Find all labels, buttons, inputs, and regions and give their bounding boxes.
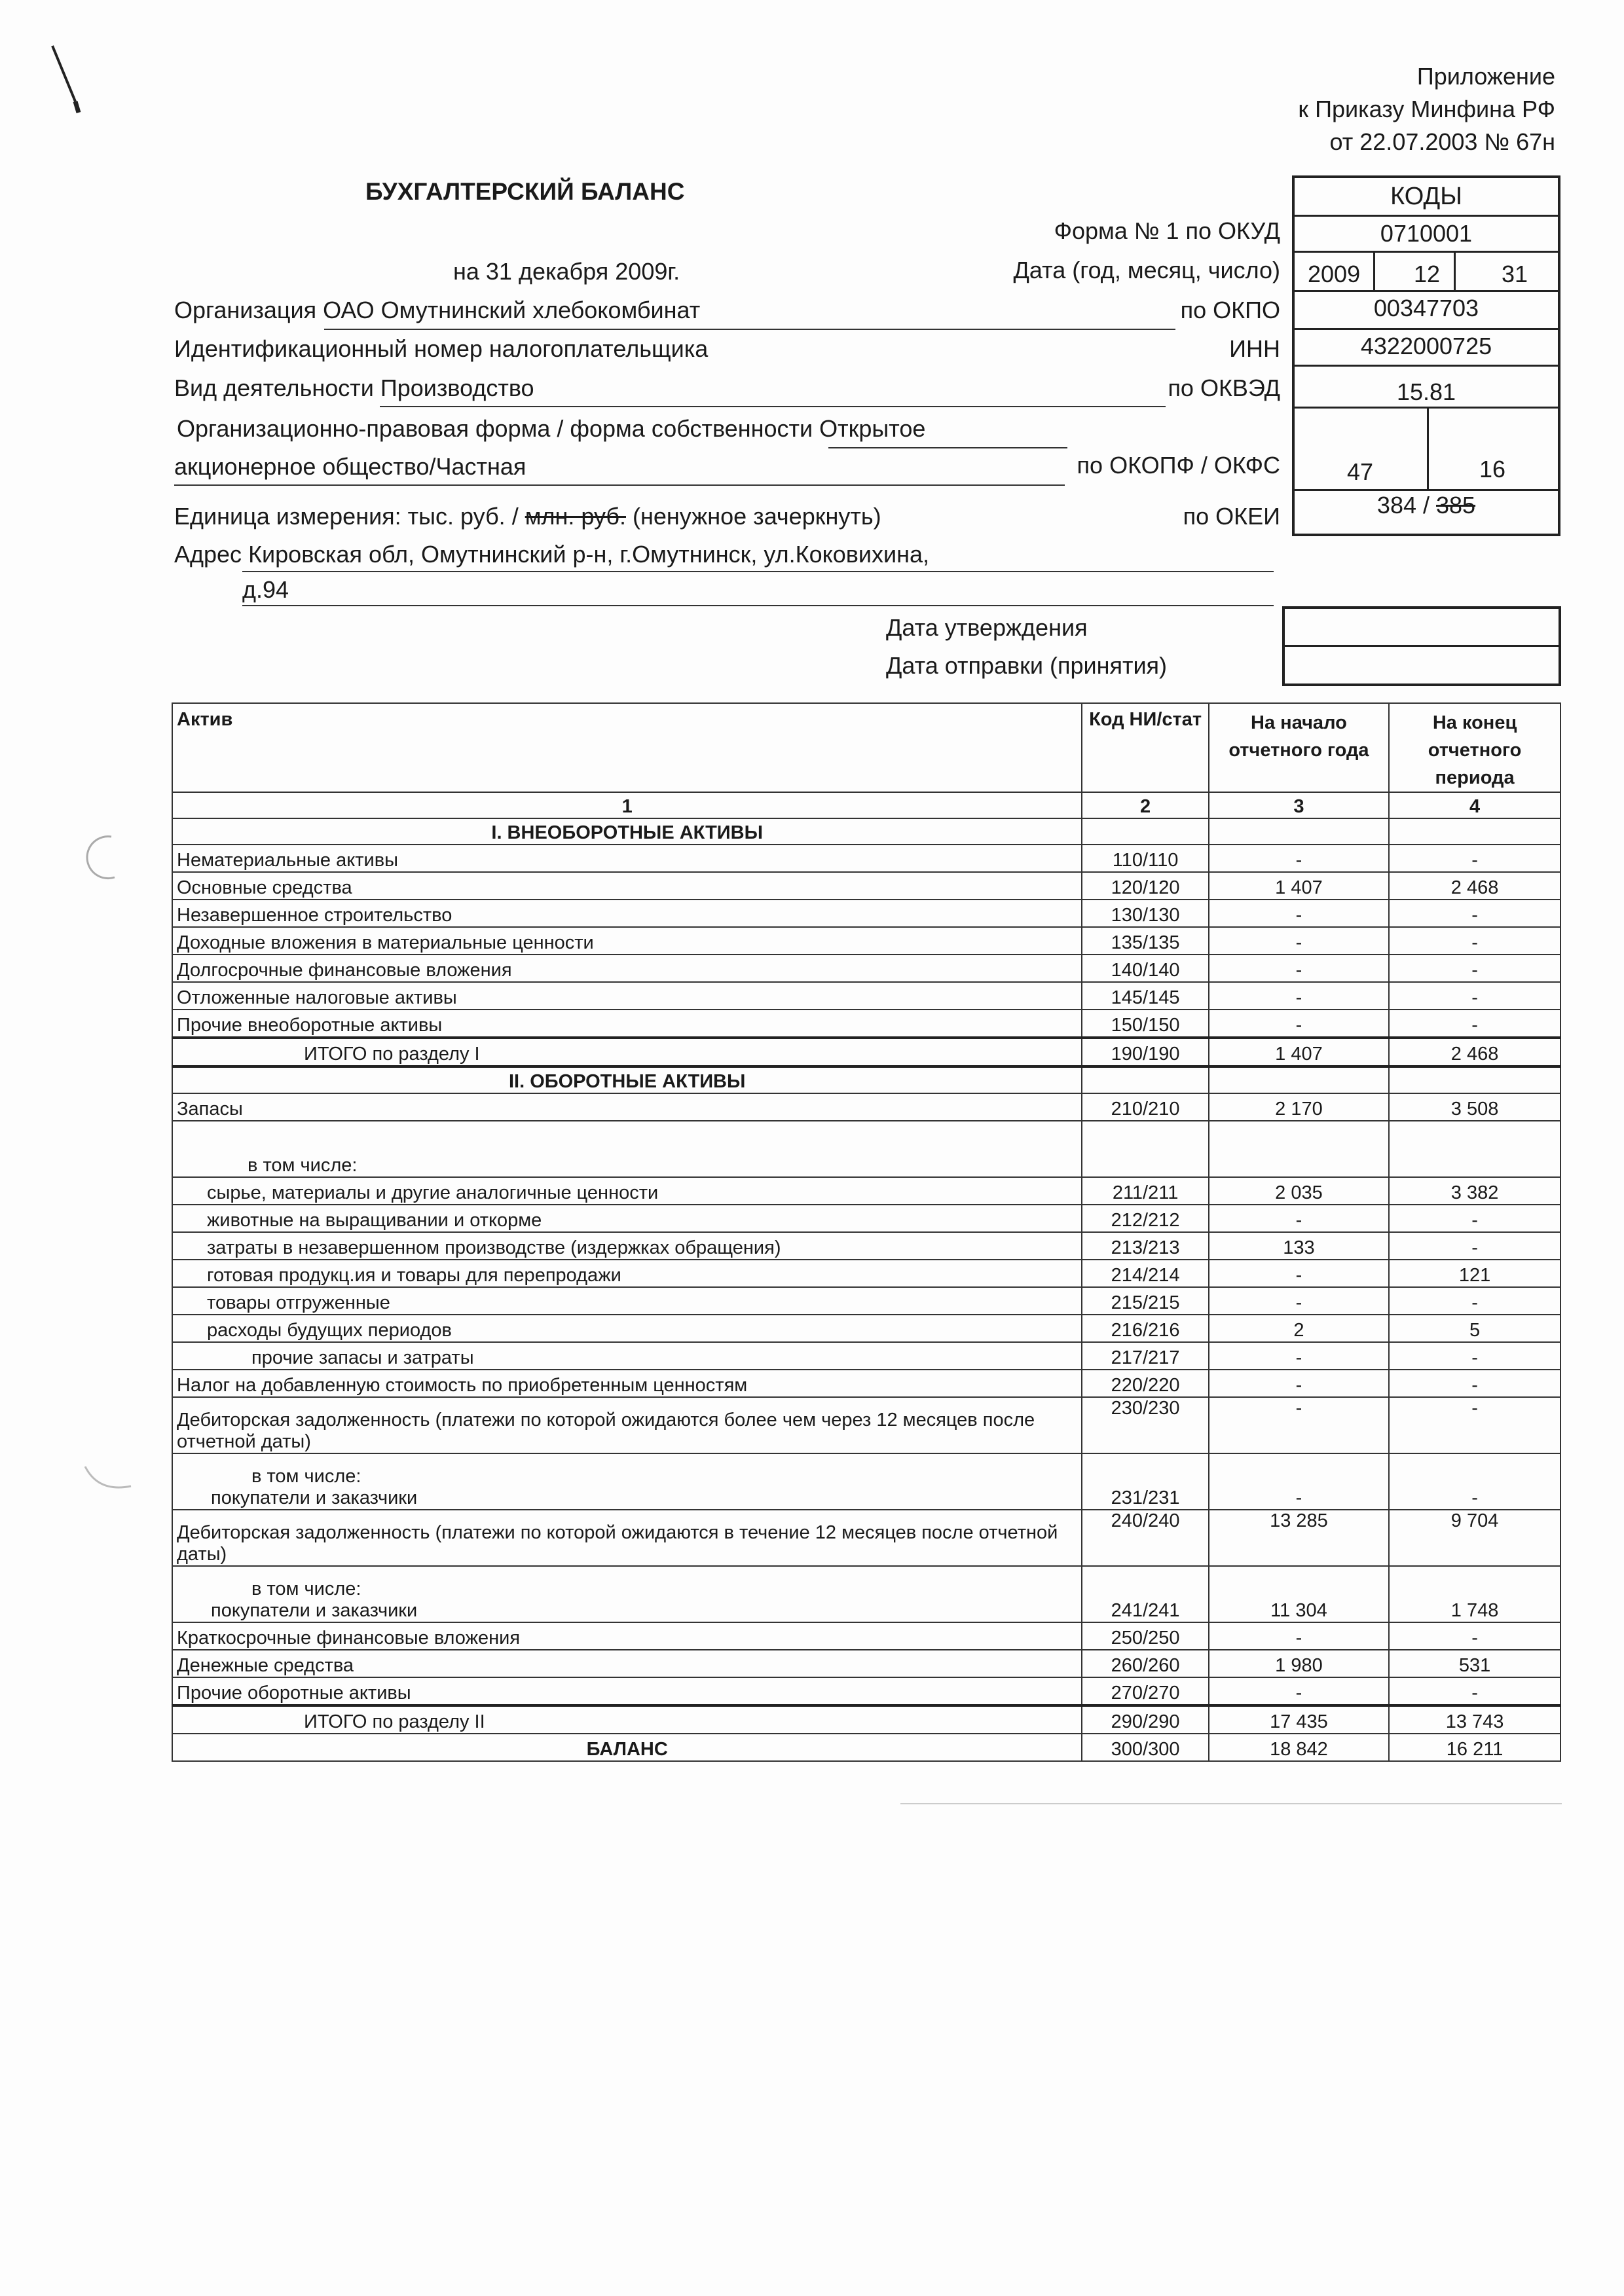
- date-label: Дата (год, месяц, число): [1013, 257, 1280, 283]
- row-start-value: -: [1209, 900, 1389, 927]
- form-value2: акционерное общество/Частная: [174, 453, 526, 480]
- section-row: [172, 818, 1560, 845]
- row-name: БАЛАНС: [172, 1734, 1082, 1761]
- date-day: 31: [1502, 261, 1528, 287]
- row-end-value: 13 743: [1389, 1705, 1560, 1734]
- appendix-line3: от 22.07.2003 № 67н: [1329, 128, 1555, 155]
- colnum-4: 4: [1389, 792, 1560, 818]
- row-code: 145/145: [1082, 982, 1208, 1010]
- row-code: 290/290: [1082, 1705, 1208, 1734]
- form-underline1: [828, 447, 1067, 448]
- row-end-value: -: [1389, 927, 1560, 955]
- row-code: 211/211: [1082, 1177, 1208, 1205]
- table-row: [172, 927, 1560, 955]
- okopf-value: 47: [1347, 458, 1374, 485]
- unit-struck: млн. руб.: [525, 503, 626, 530]
- appendix-line2: к Приказу Минфина РФ: [1298, 96, 1555, 122]
- empty-cell: [1082, 1066, 1208, 1093]
- row-name: Денежные средства: [172, 1650, 1082, 1677]
- row-code: 220/220: [1082, 1370, 1208, 1397]
- table-header-row: [172, 703, 1560, 792]
- row-name-sub: покупатели и заказчики: [211, 1600, 418, 1621]
- dates-box: [1282, 606, 1561, 686]
- org-value: ОАО Омутнинский хлебокомбинат: [323, 297, 701, 323]
- table-row: [172, 872, 1560, 900]
- colnum-3: 3: [1209, 792, 1389, 818]
- row-start-value: -: [1209, 1453, 1389, 1510]
- row-name: Доходные вложения в материальные ценности: [172, 927, 1082, 955]
- empty-cell: [1389, 1066, 1560, 1093]
- row-end-value: 3 508: [1389, 1093, 1560, 1121]
- divider: [1373, 253, 1375, 292]
- row-code: 260/260: [1082, 1650, 1208, 1677]
- row-code: 250/250: [1082, 1622, 1208, 1650]
- row-start-value: -: [1209, 1287, 1389, 1315]
- okei-value: [1295, 491, 1558, 534]
- row-start-value: -: [1209, 927, 1389, 955]
- row-start-value: 11 304: [1209, 1566, 1389, 1622]
- table-row: [172, 1232, 1560, 1260]
- row-start-value: -: [1209, 1677, 1389, 1705]
- codes-box: [1292, 175, 1560, 536]
- row-start-value: -: [1209, 1397, 1389, 1453]
- row-start-value: 133: [1209, 1232, 1389, 1260]
- okei-label: по ОКЕИ: [1183, 503, 1280, 530]
- row-name: ИТОГО по разделу I: [172, 1038, 1082, 1066]
- form-label: Организационно-правовая форма / форма собственности: [177, 415, 813, 442]
- date-cells: [1295, 253, 1558, 292]
- row-start-value: -: [1209, 1342, 1389, 1370]
- table-row: [172, 1510, 1560, 1566]
- row-name: Прочие оборотные активы: [172, 1677, 1082, 1705]
- row-name: Прочие внеоборотные активы: [172, 1010, 1082, 1038]
- row-code: 120/120: [1082, 872, 1208, 900]
- inn-line-label: Идентификационный номер налогоплательщика: [174, 335, 709, 362]
- row-name: товары отгруженные: [172, 1287, 1082, 1315]
- row-start-value: 2 035: [1209, 1177, 1389, 1205]
- col-header-asset: Актив: [172, 703, 1082, 792]
- okved-value: 15.81: [1295, 367, 1558, 409]
- unit-line: [174, 503, 881, 530]
- org-line: [174, 297, 700, 324]
- row-end-value: -: [1389, 955, 1560, 982]
- table-row: [172, 1260, 1560, 1287]
- row-code: 213/213: [1082, 1232, 1208, 1260]
- row-end-value: 121: [1389, 1260, 1560, 1287]
- row-name: затраты в незавершенном производстве (издержках обращения): [172, 1232, 1082, 1260]
- activity-underline: [380, 406, 1166, 407]
- address-underline1: [242, 571, 1274, 572]
- okfs-value: 16: [1479, 456, 1506, 483]
- row-end-value: -: [1389, 1370, 1560, 1397]
- row-start-value: 2: [1209, 1315, 1389, 1342]
- section-row: [172, 1066, 1560, 1093]
- row-code: 210/210: [1082, 1093, 1208, 1121]
- row-code: 135/135: [1082, 927, 1208, 955]
- row-name-prefix: в том числе:: [251, 1578, 361, 1599]
- row-name-sub: покупатели и заказчики: [211, 1487, 418, 1508]
- row-name: Долгосрочные финансовые вложения: [172, 955, 1082, 982]
- row-start-value: 17 435: [1209, 1705, 1389, 1734]
- unit-note: (ненужное зачеркнуть): [626, 503, 881, 530]
- row-code: 240/240: [1082, 1510, 1208, 1566]
- address-value1: Кировская обл, Омутнинский р-н, г.Омутнинск, ул.Коковихина,: [248, 541, 930, 568]
- row-name: расходы будущих периодов: [172, 1315, 1082, 1342]
- table-row: [172, 1093, 1560, 1121]
- row-code: 300/300: [1082, 1734, 1208, 1761]
- empty-cell: [1389, 818, 1560, 845]
- table-row: [172, 1677, 1560, 1705]
- address-underline2: [242, 605, 1274, 606]
- row-end-value: -: [1389, 1453, 1560, 1510]
- row-start-value: 1 407: [1209, 872, 1389, 900]
- row-name: сырье, материалы и другие аналогичные ценности: [172, 1177, 1082, 1205]
- section-title: II. ОБОРОТНЫЕ АКТИВЫ: [172, 1066, 1082, 1093]
- punch-hole-mark: [75, 831, 128, 884]
- column-number-row: [172, 792, 1560, 818]
- row-end-value: -: [1389, 1622, 1560, 1650]
- row-start-value: 18 842: [1209, 1734, 1389, 1761]
- row-code: 216/216: [1082, 1315, 1208, 1342]
- row-name: Дебиторская задолженность (платежи по которой ожидаются в течение 12 месяцев после отчетной даты): [172, 1510, 1082, 1566]
- row-code: 140/140: [1082, 955, 1208, 982]
- row-code: [1082, 1121, 1208, 1177]
- row-code: 130/130: [1082, 900, 1208, 927]
- date-year: 2009: [1308, 261, 1361, 287]
- page-fold-edge: [900, 1803, 1562, 1804]
- colnum-2: 2: [1082, 792, 1208, 818]
- row-start-value: -: [1209, 845, 1389, 872]
- row-code: 215/215: [1082, 1287, 1208, 1315]
- okpo-value: 00347703: [1295, 292, 1558, 330]
- table-row: [172, 1397, 1560, 1453]
- row-name: в том числе:: [172, 1121, 1082, 1177]
- row-name: Отложенные налоговые активы: [172, 982, 1082, 1010]
- row-name: Нематериальные активы: [172, 845, 1082, 872]
- form-underline2: [174, 484, 1065, 486]
- table-row: [172, 982, 1560, 1010]
- table-row: [172, 955, 1560, 982]
- row-end-value: 1 748: [1389, 1566, 1560, 1622]
- okei-current: 384 /: [1376, 492, 1436, 519]
- punch-hole-mark: [79, 1460, 138, 1499]
- row-name-prefix: в том числе:: [251, 1466, 361, 1487]
- sent-label: Дата отправки (принятия): [886, 652, 1168, 679]
- row-end-value: -: [1389, 1205, 1560, 1232]
- form-line1: [177, 415, 925, 443]
- row-code: 230/230: [1082, 1397, 1208, 1453]
- table-row: [172, 1622, 1560, 1650]
- row-start-value: -: [1209, 1370, 1389, 1397]
- row-end-value: -: [1389, 1010, 1560, 1038]
- row-end-value: 5: [1389, 1315, 1560, 1342]
- row-start-value: [1209, 1121, 1389, 1177]
- table-row: [172, 1010, 1560, 1038]
- date-month: 12: [1414, 261, 1441, 287]
- inn-label: ИНН: [1229, 335, 1280, 362]
- row-end-value: 16 211: [1389, 1734, 1560, 1761]
- row-name: готовая продукц.ия и товары для перепродажи: [172, 1260, 1082, 1287]
- row-name: Запасы: [172, 1093, 1082, 1121]
- row-name: Дебиторская задолженность (платежи по которой ожидаются более чем через 12 месяцев после отчетной даты): [172, 1397, 1082, 1453]
- table-row: [172, 1315, 1560, 1342]
- activity-line: [174, 374, 534, 402]
- col-header-end: На конец отчетного периода: [1389, 703, 1560, 792]
- row-code: 217/217: [1082, 1342, 1208, 1370]
- divider: [1427, 409, 1429, 491]
- row-end-value: -: [1389, 900, 1560, 927]
- unit-label: Единица измерения: тыс. руб. /: [174, 503, 525, 530]
- date-line: на 31 декабря 2009г.: [453, 258, 680, 285]
- row-code: 110/110: [1082, 845, 1208, 872]
- row-end-value: [1389, 1121, 1560, 1177]
- okud-value: 0710001: [1295, 215, 1558, 253]
- row-start-value: 1 980: [1209, 1650, 1389, 1677]
- page-title: БУХГАЛТЕРСКИЙ БАЛАНС: [365, 178, 685, 205]
- row-start-value: -: [1209, 982, 1389, 1010]
- row-code: 150/150: [1082, 1010, 1208, 1038]
- form-value1: Открытое: [819, 415, 926, 442]
- row-code: 214/214: [1082, 1260, 1208, 1287]
- empty-cell: [1209, 1066, 1389, 1093]
- row-end-value: -: [1389, 982, 1560, 1010]
- row-end-value: -: [1389, 1397, 1560, 1453]
- row-start-value: 2 170: [1209, 1093, 1389, 1121]
- inn-value: 4322000725: [1295, 330, 1558, 367]
- table-row: [172, 1342, 1560, 1370]
- table-row: [172, 1121, 1560, 1177]
- row-start-value: 13 285: [1209, 1510, 1389, 1566]
- divider: [1454, 253, 1456, 292]
- table-row: [172, 1370, 1560, 1397]
- row-start-value: -: [1209, 1260, 1389, 1287]
- row-name: [172, 1566, 1082, 1622]
- row-name: животные на выращивании и откорме: [172, 1205, 1082, 1232]
- okei-struck: 385: [1436, 492, 1476, 519]
- row-end-value: 2 468: [1389, 872, 1560, 900]
- row-start-value: -: [1209, 1622, 1389, 1650]
- row-end-value: -: [1389, 1287, 1560, 1315]
- row-end-value: 3 382: [1389, 1177, 1560, 1205]
- codes-header: КОДЫ: [1295, 178, 1558, 217]
- row-end-value: 2 468: [1389, 1038, 1560, 1066]
- okud-label: Форма № 1 по ОКУД: [1054, 217, 1280, 244]
- okpo-label: по ОКПО: [1180, 297, 1280, 323]
- okopf-cells: [1295, 409, 1558, 491]
- table-row: [172, 1566, 1560, 1622]
- table-row: [172, 1705, 1560, 1734]
- table-row: [172, 1453, 1560, 1510]
- row-name: прочие запасы и затраты: [172, 1342, 1082, 1370]
- table-row: [172, 1650, 1560, 1677]
- row-code: 231/231: [1082, 1453, 1208, 1510]
- row-name: Незавершенное строительство: [172, 900, 1082, 927]
- row-start-value: 1 407: [1209, 1038, 1389, 1066]
- col-header-start: На начало отчетного года: [1209, 703, 1389, 792]
- row-code: 212/212: [1082, 1205, 1208, 1232]
- row-end-value: 531: [1389, 1650, 1560, 1677]
- okopf-label: по ОКОПФ / ОКФС: [1077, 452, 1280, 479]
- colnum-1: 1: [172, 792, 1082, 818]
- address-label: Адрес: [174, 541, 242, 568]
- table-row: [172, 1177, 1560, 1205]
- row-start-value: -: [1209, 1010, 1389, 1038]
- appendix-line1: Приложение: [1416, 63, 1555, 90]
- row-name: [172, 1453, 1082, 1510]
- table-row: [172, 900, 1560, 927]
- section-title: I. ВНЕОБОРОТНЫЕ АКТИВЫ: [172, 818, 1082, 845]
- approval-label: Дата утверждения: [886, 614, 1088, 641]
- row-name: Краткосрочные финансовые вложения: [172, 1622, 1082, 1650]
- activity-label: Вид деятельности: [174, 374, 374, 401]
- okved-label: по ОКВЭД: [1168, 374, 1280, 401]
- balance-table: [172, 702, 1561, 1762]
- address-line1: [174, 541, 929, 568]
- org-underline: [324, 329, 1175, 330]
- activity-value: Производство: [380, 374, 534, 401]
- row-end-value: 9 704: [1389, 1510, 1560, 1566]
- row-name: ИТОГО по разделу II: [172, 1705, 1082, 1734]
- table-row: [172, 1205, 1560, 1232]
- table-row: [172, 1038, 1560, 1066]
- col-header-code: Код НИ/стат: [1082, 703, 1208, 792]
- table-row: [172, 1287, 1560, 1315]
- row-end-value: -: [1389, 845, 1560, 872]
- empty-cell: [1209, 818, 1389, 845]
- row-end-value: -: [1389, 1677, 1560, 1705]
- row-start-value: -: [1209, 1205, 1389, 1232]
- empty-cell: [1082, 818, 1208, 845]
- table-row: [172, 845, 1560, 872]
- org-label: Организация: [174, 297, 317, 323]
- row-name: Налог на добавленную стоимость по приобретенным ценностям: [172, 1370, 1082, 1397]
- row-code: 241/241: [1082, 1566, 1208, 1622]
- row-code: 270/270: [1082, 1677, 1208, 1705]
- table-row: [172, 1734, 1560, 1761]
- row-code: 190/190: [1082, 1038, 1208, 1066]
- row-end-value: -: [1389, 1232, 1560, 1260]
- pen-mark: [39, 39, 92, 118]
- row-start-value: -: [1209, 955, 1389, 982]
- row-name: Основные средства: [172, 872, 1082, 900]
- row-end-value: -: [1389, 1342, 1560, 1370]
- address-value2: д.94: [242, 576, 289, 603]
